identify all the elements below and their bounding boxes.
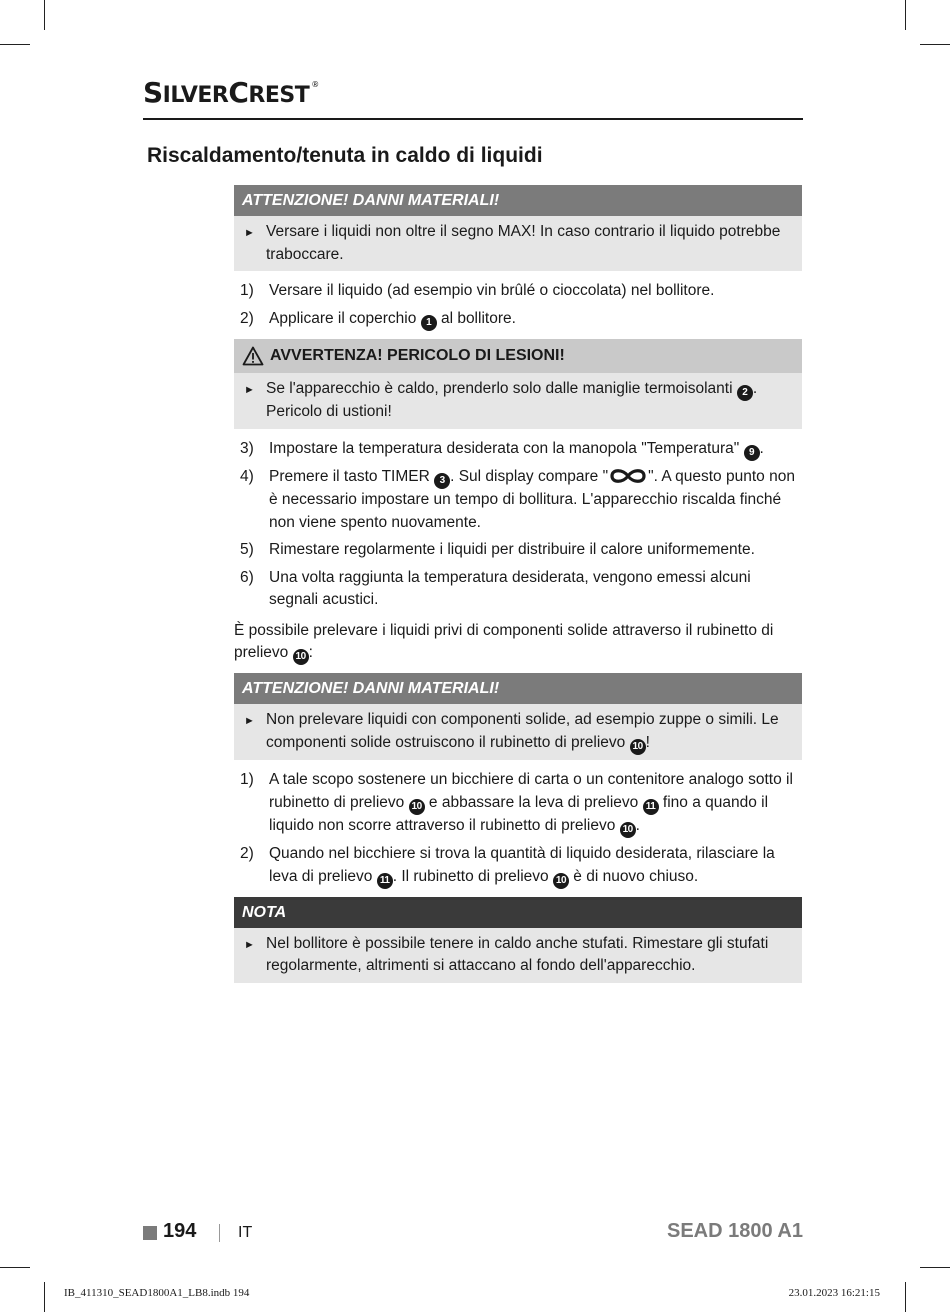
bullet-item: ► Nel bollitore è possibile tenere in caldo anche stufati. Rimestare gli stufati regolarmente, altrimenti si attaccano al fondo dell'apparecchio. — [242, 933, 794, 978]
paragraph: È possibile prelevare i liquidi privi di componenti solide attraverso il rubinetto di prelievo 10 : — [234, 620, 802, 666]
steps-list — [234, 438, 802, 612]
content — [234, 185, 802, 983]
page-footer — [143, 1220, 803, 1248]
model-number: SEAD 1800 A1 — [667, 1220, 803, 1242]
caution-body — [234, 216, 802, 271]
header-rule — [143, 118, 803, 120]
step-item: 1) A tale scopo sostenere un bicchiere di carta o un contenitore analogo sotto il rubinetto di prelievo 10 e abbassare la leva di prelievo 11 fino a quando il liquido non scorre attraverso il rubinetto di prelievo 10 . — [234, 769, 802, 838]
part-number-badge: 10 — [409, 799, 425, 815]
step-item: 4) Premere il tasto TIMER 3 . Sul display compare " ". A questo punto non è necessario impostare un tempo di bollitura. L'apparecchio riscalda finché non viene spento nuovamente. — [240, 467, 795, 531]
part-number-badge: 10 — [293, 649, 309, 665]
part-number-badge: 11 — [643, 799, 659, 815]
part-number-badge: 10 — [553, 873, 569, 889]
step-item: 5) Rimestare regolarmente i liquidi per distribuire il calore uniformemente. — [240, 541, 755, 558]
footer-divider — [219, 1224, 220, 1242]
caution-heading: ATTENZIONE! DANNI MATERIALI! — [234, 185, 802, 216]
part-number-badge: 1 — [421, 315, 437, 331]
step-item: 2) Quando nel bicchiere si trova la quantità di liquido desiderata, rilasciare la leva di prelievo 11 . Il rubinetto di prelievo 10 è di nuovo chiuso. — [234, 843, 802, 889]
page-title: Riscaldamento/tenuta in caldo di liquidi — [147, 144, 543, 167]
arrow-right-icon: ► — [244, 383, 255, 396]
warning-box — [234, 339, 802, 429]
step-item: 3) Impostare la temperatura desiderata con la manopola "Temperatura" 9 . — [234, 438, 802, 461]
warning-body — [234, 373, 802, 429]
arrow-right-icon: ► — [244, 227, 255, 239]
arrow-right-icon: ► — [244, 938, 255, 951]
language-code: IT — [238, 1224, 253, 1241]
steps-list — [234, 280, 802, 331]
part-number-badge: 10 — [630, 739, 646, 755]
part-number-badge: 2 — [737, 385, 753, 401]
caution-heading: ATTENZIONE! DANNI MATERIALI! — [234, 673, 802, 704]
crop-mark — [0, 44, 30, 45]
crop-mark — [920, 1267, 950, 1268]
part-number-badge: 10 — [620, 822, 636, 838]
caution-box — [234, 673, 802, 760]
bullet-item: ► Non prelevare liquidi con componenti solide, ad esempio zuppe o simili. Le componenti solide ostruiscono il rubinetto di prelievo 10 ! — [242, 709, 794, 755]
part-number-badge: 9 — [744, 445, 760, 461]
page-number: 194 — [163, 1220, 197, 1242]
print-slug-file: IB_411310_SEAD1800A1_LB8.indb 194 — [64, 1287, 250, 1299]
square-marker-icon — [143, 1226, 157, 1240]
infinity-icon — [608, 467, 648, 485]
caution-box — [234, 185, 802, 271]
bullet-item: ► Versare i liquidi non oltre il segno MAX! In caso contrario il liquido potrebbe traboccare. — [242, 221, 794, 266]
crop-mark — [905, 1282, 906, 1312]
crop-mark — [905, 0, 906, 30]
crop-mark — [920, 44, 950, 45]
caution-body — [234, 704, 802, 760]
bullet-item: ► Se l'apparecchio è caldo, prenderlo solo dalle maniglie termoisolanti 2 . Pericolo di ustioni! — [242, 378, 794, 424]
crop-mark — [0, 1267, 30, 1268]
step-item: 1) Versare il liquido (ad esempio vin brûlé o cioccolata) nel bollitore. — [240, 282, 715, 299]
part-number-badge: 11 — [377, 873, 393, 889]
brand-logo: SILVERCREST ® — [143, 76, 319, 109]
crop-mark — [44, 1282, 45, 1312]
arrow-right-icon: ► — [244, 715, 255, 728]
crop-mark — [44, 0, 45, 30]
note-body — [234, 928, 802, 983]
note-heading: NOTA — [234, 897, 802, 928]
warning-triangle-icon — [242, 346, 264, 366]
steps-list — [234, 769, 802, 889]
step-item: 6) Una volta raggiunta la temperatura desiderata, vengono emessi alcuni segnali acustici. — [240, 568, 751, 608]
note-box — [234, 897, 802, 983]
part-number-badge: 3 — [434, 473, 450, 489]
print-slug-date: 23.01.2023 16:21:15 — [788, 1287, 880, 1299]
step-item: 2) Applicare il coperchio 1 al bollitore. — [234, 308, 802, 331]
warning-heading: AVVERTENZA! PERICOLO DI LESIONI! — [234, 339, 802, 373]
